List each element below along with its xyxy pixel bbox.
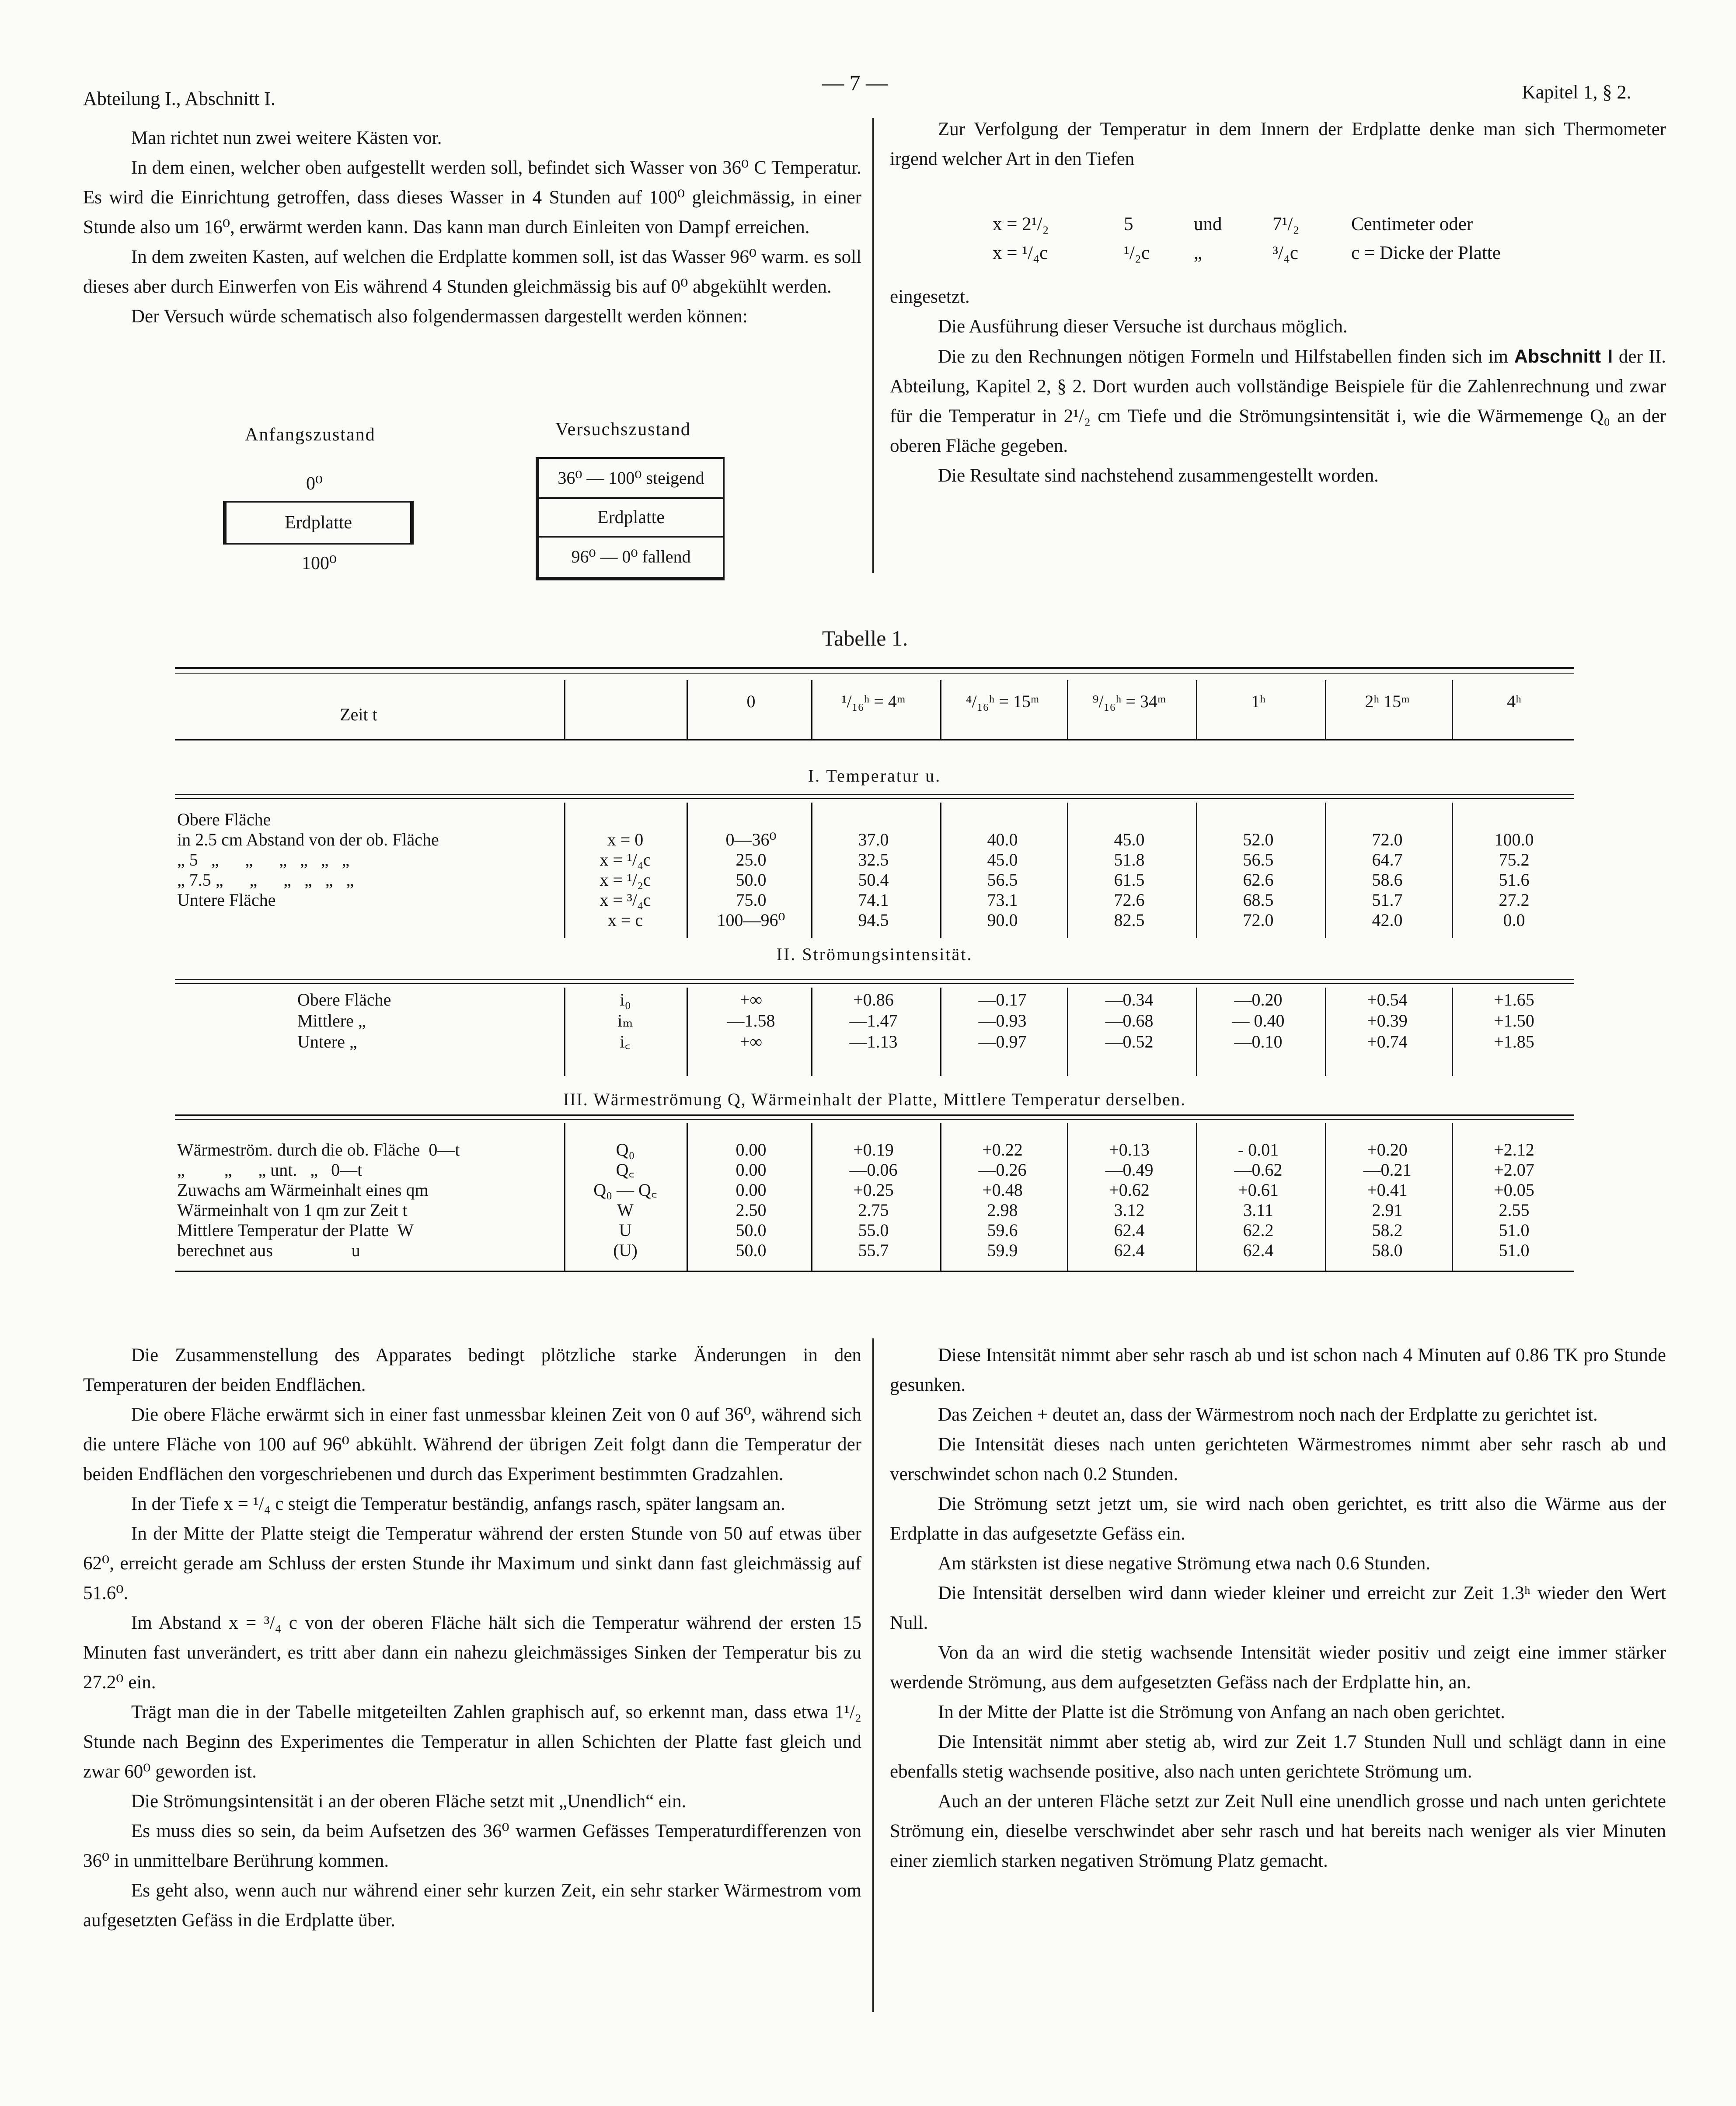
table-cell: 82.5	[1114, 910, 1145, 930]
table-column-separator	[811, 680, 812, 739]
section3-row-label: Wärmeström. durch die ob. Fläche 0—t	[177, 1140, 460, 1160]
table-head-col: ¹/₁₆ʰ = 4ᵐ	[841, 692, 906, 711]
table-cell: 72.0	[1372, 830, 1403, 849]
diagram-left-box	[223, 501, 414, 545]
paragraph: Auch an der unteren Fläche setzt zur Zeit Null eine unendlich grosse und nach unten gerichtete Strömung ein, dieselbe verschwindet aber sehr rasch und hat bereits nach weniger als vier Minuten einer ziemlich starken negativen Strömung Platz gemacht.	[890, 1791, 1666, 1871]
diagram-left-top: 0⁰	[306, 474, 323, 494]
table-column-separator	[687, 803, 688, 938]
text-run: der II. Abteilung, Kapitel 2, § 2. Dort wurden auch vollständige Beispiele für die Zahlenrechnung und zwar für die Temperatur in 2¹/₂ cm Tiefe und die Strömungsintensität i, wie die Wärmemenge Q₀ an der oberen Fläche gegeben.	[890, 346, 1666, 456]
table-column-separator	[564, 1123, 565, 1271]
section3-row-label: Wärmeinhalt von 1 qm zur Zeit t	[177, 1200, 408, 1220]
table-cell: 32.5	[858, 850, 889, 870]
section3-symbol: W	[617, 1200, 634, 1220]
section3-row-label: „ „ „ unt. „ 0—t	[177, 1160, 363, 1180]
column-divider-bottom	[872, 1338, 874, 2012]
section2-row-label: Obere Fläche	[297, 990, 391, 1009]
table-caption: Tabelle 1.	[822, 626, 908, 650]
section3-symbol: U	[619, 1220, 632, 1240]
table-cell: 0.00	[736, 1160, 767, 1180]
diagram-right-box	[536, 457, 725, 580]
table-cell: 0.00	[736, 1180, 767, 1200]
section3-row-label: Zuwachs am Wärmeinhalt eines qm	[177, 1180, 429, 1200]
section1-rule	[175, 794, 1574, 795]
table-cell: 55.7	[858, 1240, 889, 1260]
paragraph: Die Intensität dieses nach unten gerichteten Wärmestromes nimmt aber sehr rasch ab und verschwindet schon nach 0.2 Stunden.	[890, 1434, 1666, 1484]
table-cell: 25.0	[736, 850, 767, 870]
table-cell: 3.11	[1243, 1200, 1273, 1220]
diagram-left-title: Anfangszustand	[245, 425, 376, 445]
table-bottom-rule	[175, 1271, 1574, 1272]
diagram-right-bottom: 96⁰ — 0⁰ fallend	[571, 547, 691, 566]
formula-cell: ³/₄c	[1272, 243, 1298, 263]
text-run: Die zu den Rechnungen nötigen Formeln und Hilfstabellen finden sich im	[938, 346, 1508, 367]
table-cell: 2.91	[1372, 1200, 1403, 1220]
table-cell: 50.0	[736, 1240, 767, 1260]
table-cell: +0.25	[853, 1180, 894, 1200]
paragraph: Trägt man die in der Tabelle mitgeteilten Zahlen graphisch auf, so erkennt man, dass etwa 1¹/₂ Stunde nach Beginn des Experimentes die Temperatur in allen Schichten der Platte fast gleich und zwar 60⁰ geworden ist.	[83, 1702, 861, 1782]
table-cell: +1.85	[1494, 1032, 1534, 1051]
table-cell: +0.05	[1494, 1180, 1534, 1200]
table-cell: 50.4	[858, 870, 889, 890]
diagram-right-title: Versuchszustand	[555, 419, 691, 440]
table-cell: 72.6	[1114, 890, 1145, 910]
paragraph: In der Mitte der Platte steigt die Temperatur während der ersten Stunde von 50 auf etwas über 62⁰, erreicht gerade am Schluss der ersten Stunde ihr Maximum und sinkt dann fast gleichmässig auf 51.6⁰.	[83, 1523, 861, 1603]
table-cell: 62.4	[1114, 1220, 1145, 1240]
paragraph: Es muss dies so sein, da beim Aufsetzen des 36⁰ warmen Gefässes Temperaturdifferenzen von 36⁰ in unmittelbare Berührung kommen.	[83, 1821, 861, 1871]
formula-cell: Centimeter oder	[1351, 214, 1473, 234]
table-cell: 3.12	[1114, 1200, 1145, 1220]
table-cell: 100—96⁰	[717, 910, 785, 930]
table-cell: 56.5	[987, 870, 1018, 890]
table-cell: 59.9	[987, 1240, 1018, 1260]
paragraph: Am stärksten ist diese negative Strömung etwa nach 0.6 Stunden.	[938, 1553, 1431, 1574]
table-column-separator	[687, 1123, 688, 1271]
table-cell: +0.22	[982, 1140, 1023, 1160]
table-cell: 51.0	[1499, 1240, 1530, 1260]
formula-cell: und	[1194, 214, 1222, 234]
paragraph: Die Strömung setzt jetzt um, sie wird nach oben gerichtet, es tritt also die Wärme aus der Erdplatte in das aufgesetzte Gefäss ein.	[890, 1494, 1666, 1544]
section1-row-label: Untere Fläche	[177, 890, 276, 910]
table-head-col: 2ʰ 15ᵐ	[1365, 692, 1410, 711]
table-column-separator	[940, 680, 941, 739]
table-cell: —0.97	[978, 1032, 1027, 1051]
paragraph: In dem einen, welcher oben aufgestellt werden soll, befindet sich Wasser von 36⁰ C Temperatur. Es wird die Einrichtung getroffen, dass dieses Wasser in 4 Stunden auf 100⁰ gleichmässig, in einer Stunde also um 16⁰, erwärmt werden kann. Das kann man durch Einleiten von Dampf erreichen.	[83, 157, 861, 237]
table-cell: 75.0	[736, 890, 767, 910]
table-cell: —0.49	[1105, 1160, 1154, 1180]
diagram-left-bottom: 100⁰	[302, 553, 337, 573]
paragraph: eingesetzt.	[890, 286, 970, 307]
table-cell: 42.0	[1372, 910, 1403, 930]
section1-row-label: „ 5 „ „ „ „ „ „	[177, 850, 350, 870]
formula-cell: 5	[1124, 214, 1133, 234]
section3-rule-2	[175, 1119, 1574, 1120]
column-divider-top	[872, 118, 874, 573]
top-right-column	[890, 115, 1666, 174]
section1-symbol: x = 0	[607, 830, 644, 849]
section1-symbol: x = c	[607, 910, 643, 930]
running-head-left: Abteilung I., Abschnitt I.	[83, 88, 275, 109]
table-cell: 0.00	[736, 1140, 767, 1160]
table-cell: —0.68	[1105, 1011, 1154, 1030]
page-number: — 7 —	[822, 70, 888, 95]
section1-symbol: x = ¹/₂c	[600, 870, 651, 890]
table-cell: 62.6	[1243, 870, 1274, 890]
table-cell: —0.20	[1234, 990, 1283, 1009]
bold-reference: Abschnitt I	[1514, 346, 1613, 367]
table-head-col: 4ʰ	[1507, 692, 1521, 711]
table-cell: 62.2	[1243, 1220, 1274, 1240]
table-cell: 62.4	[1114, 1240, 1145, 1260]
table-cell: 94.5	[858, 910, 889, 930]
table-head-col: ⁴/₁₆ʰ = 15ᵐ	[966, 692, 1039, 711]
section2-rule	[175, 979, 1574, 980]
formula-cell: x = 2¹/₂	[993, 214, 1049, 234]
table-cell: 100.0	[1494, 830, 1534, 849]
table-cell: 50.0	[736, 870, 767, 890]
table-column-separator	[1452, 680, 1453, 739]
table-cell: +0.74	[1367, 1032, 1408, 1051]
table-cell: —0.26	[978, 1160, 1027, 1180]
table-cell: +2.07	[1494, 1160, 1534, 1180]
table-column-separator	[1067, 680, 1068, 739]
table-top-rule-2	[175, 673, 1574, 674]
table-cell: 75.2	[1499, 850, 1530, 870]
table-column-separator	[1196, 680, 1197, 739]
table-cell: +2.12	[1494, 1140, 1534, 1160]
table-head-rule	[175, 739, 1574, 740]
table-cell: - 0.01	[1238, 1140, 1279, 1160]
section1-symbol: x = ³/₄c	[600, 890, 651, 910]
table-cell: 45.0	[987, 850, 1018, 870]
section3-symbol: Q₀	[616, 1140, 635, 1160]
section3-symbol: Q₀ — Q꜀	[593, 1180, 657, 1200]
section1-row-label: „ 7.5 „ „ „ „ „ „	[177, 870, 354, 890]
formula-cell: ¹/₂c	[1124, 243, 1150, 263]
table-cell: —1.13	[849, 1032, 898, 1051]
table-cell: 2.98	[987, 1200, 1018, 1220]
table-cell: —0.21	[1363, 1160, 1412, 1180]
table-cell: +0.20	[1367, 1140, 1408, 1160]
table-cell: +1.65	[1494, 990, 1534, 1009]
table-cell: +1.50	[1494, 1011, 1534, 1030]
section3-rule	[175, 1114, 1574, 1116]
table-cell: 37.0	[858, 830, 889, 849]
table-cell: 27.2	[1499, 890, 1530, 910]
paragraph: In der Tiefe x = ¹/₄ c steigt die Temperatur beständig, anfangs rasch, später langsam an.	[131, 1494, 785, 1514]
table-cell: 59.6	[987, 1220, 1018, 1240]
table-column-separator	[687, 988, 688, 1076]
paragraph: Der Versuch würde schematisch also folgendermassen dargestellt werden können:	[131, 306, 748, 327]
paragraph: Es geht also, wenn auch nur während einer sehr kurzen Zeit, ein sehr starker Wärmestrom vom aufgesetzten Gefäss in die Erdplatte über.	[83, 1880, 861, 1931]
table-column-separator	[687, 680, 688, 739]
paragraph: Das Zeichen + deutet an, dass der Wärmestrom noch nach der Erdplatte zu gerichtet ist.	[938, 1404, 1598, 1425]
section1-rule-2	[175, 798, 1574, 799]
paragraph: Zur Verfolgung der Temperatur in dem Innern der Erdplatte denke man sich Thermometer irgend welcher Art in den Tiefen	[890, 119, 1666, 169]
paragraph	[890, 342, 1666, 461]
table-cell: 72.0	[1243, 910, 1274, 930]
table-cell: 68.5	[1243, 890, 1274, 910]
table-head-col: 1ʰ	[1251, 692, 1265, 711]
formula-block	[993, 210, 1501, 268]
paragraph: Die Zusammenstellung des Apparates bedingt plötzliche starke Änderungen in den Temperaturen der beiden Endflächen.	[83, 1345, 861, 1395]
section2-rule-2	[175, 983, 1574, 984]
table-cell: 62.4	[1243, 1240, 1274, 1260]
diagram-right-top: 36⁰ — 100⁰ steigend	[539, 459, 723, 499]
paragraph: Die Ausführung dieser Versuche ist durchaus möglich.	[938, 316, 1348, 337]
table-column-separator	[1325, 680, 1326, 739]
table-cell: +0.86	[853, 990, 894, 1009]
table-top-rule	[175, 667, 1574, 669]
paragraph: Im Abstand x = ³/₄ c von der oberen Fläche hält sich die Temperatur während der ersten 15 Minuten fast unverändert, es tritt aber dann ein nahezu gleichmässiges Sinken der Temperatur bis zu 27.2⁰ ein.	[83, 1613, 861, 1693]
table-cell: 58.6	[1372, 870, 1403, 890]
diagram-left-box-label: Erdplatte	[285, 513, 352, 533]
section2-row-label: Mittlere „	[297, 1011, 366, 1030]
table-cell: 55.0	[858, 1220, 889, 1240]
table-cell: 2.50	[736, 1200, 767, 1220]
section1-row-label: Obere Fläche	[177, 810, 271, 829]
formula-row	[993, 239, 1501, 268]
table-cell: —0.34	[1105, 990, 1154, 1009]
paragraph: Die Intensität derselben wird dann wieder kleiner und erreicht zur Zeit 1.3ʰ wieder den Wert Null.	[890, 1583, 1666, 1633]
formula-row	[993, 210, 1501, 239]
table-cell: +∞	[739, 1032, 763, 1051]
section2-row-label: Untere „	[297, 1032, 357, 1051]
section1-title: I. Temperatur u.	[808, 766, 941, 786]
section2-symbol: i꜀	[620, 1032, 631, 1051]
paragraph: Die Strömungsintensität i an der oberen Fläche setzt mit „Unendlich“ ein.	[131, 1791, 687, 1812]
table-cell: +0.48	[982, 1180, 1023, 1200]
table-cell: +0.19	[853, 1140, 894, 1160]
section3-title: III. Wärmeströmung Q, Wärmeinhalt der Platte, Mittlere Temperatur derselben.	[563, 1090, 1186, 1109]
table-cell: —0.17	[978, 990, 1027, 1009]
table-cell: +0.62	[1109, 1180, 1150, 1200]
table-cell: —0.10	[1234, 1032, 1283, 1051]
table-cell: 58.2	[1372, 1220, 1403, 1240]
table-cell: +0.41	[1367, 1180, 1408, 1200]
table-cell: 58.0	[1372, 1240, 1403, 1260]
table-cell: —1.58	[727, 1011, 775, 1030]
table-cell: —0.06	[849, 1160, 898, 1180]
table-cell: 51.8	[1114, 850, 1145, 870]
table-column-separator	[564, 803, 565, 938]
table-cell: 2.55	[1499, 1200, 1530, 1220]
table-cell: 52.0	[1243, 830, 1274, 849]
section2-title: II. Strömungsintensität.	[776, 944, 973, 964]
top-right-column-rest	[890, 282, 1666, 491]
table-cell: 0.0	[1503, 910, 1525, 930]
table-cell: +0.39	[1367, 1011, 1408, 1030]
formula-cell: „	[1194, 243, 1203, 263]
section3-row-label: Mittlere Temperatur der Platte W	[177, 1220, 414, 1240]
formula-cell: x = ¹/₄c	[993, 243, 1048, 263]
table-cell: +∞	[739, 990, 763, 1009]
paragraph: In dem zweiten Kasten, auf welchen die Erdplatte kommen soll, ist das Wasser 96⁰ warm. es soll dieses aber durch Einwerfen von Eis während 4 Stunden gleichmässig bis auf 0⁰ abgekühlt werden.	[83, 247, 861, 297]
table-cell: 73.1	[987, 890, 1018, 910]
section1-row-label: in 2.5 cm Abstand von der ob. Fläche	[177, 830, 439, 849]
table-cell: — 0.40	[1232, 1011, 1285, 1030]
section2-symbol: i₀	[620, 990, 631, 1009]
table-cell: 51.0	[1499, 1220, 1530, 1240]
table-cell: +0.61	[1238, 1180, 1279, 1200]
table-head-label: Zeit t	[340, 705, 377, 724]
paragraph: Die obere Fläche erwärmt sich in einer fast unmessbar kleinen Zeit von 0 auf 36⁰, während sich die untere Fläche von 100 auf 96⁰ abkühlt. Während der übrigen Zeit folgt dann die Temperatur der beiden Endflächen den vorgeschriebenen und durch das Experiment bestimmten Gradzahlen.	[83, 1404, 861, 1484]
table-head-col: ⁹/₁₆ʰ = 34ᵐ	[1092, 692, 1166, 711]
table-cell: 50.0	[736, 1220, 767, 1240]
table-column-separator	[564, 680, 565, 739]
table-cell: —0.62	[1234, 1160, 1283, 1180]
table-cell: +0.13	[1109, 1140, 1150, 1160]
table-cell: 2.75	[858, 1200, 889, 1220]
table-cell: 56.5	[1243, 850, 1274, 870]
table-cell: 45.0	[1114, 830, 1145, 849]
section2-symbol: iₘ	[617, 1011, 633, 1030]
paragraph: Die Resultate sind nachstehend zusammengestellt worden.	[938, 465, 1379, 486]
formula-cell: 7¹/₂	[1272, 214, 1300, 234]
table-cell: —0.93	[978, 1011, 1027, 1030]
formula-cell: c = Dicke der Platte	[1351, 243, 1501, 263]
table-cell: 74.1	[858, 890, 889, 910]
table-cell: 0—36⁰	[725, 830, 777, 849]
diagram-right-mid: Erdplatte	[539, 499, 723, 538]
table-cell: 64.7	[1372, 850, 1403, 870]
table-cell: 51.7	[1372, 890, 1403, 910]
running-head-right: Kapitel 1, § 2.	[1522, 81, 1631, 103]
paragraph: Diese Intensität nimmt aber sehr rasch ab und ist schon nach 4 Minuten auf 0.86 TK pro Stunde gesunken.	[890, 1345, 1666, 1395]
table-cell: 51.6	[1499, 870, 1530, 890]
table-cell: —0.52	[1105, 1032, 1154, 1051]
table-cell: 61.5	[1114, 870, 1145, 890]
paragraph: In der Mitte der Platte ist die Strömung von Anfang an nach oben gerichtet.	[938, 1702, 1505, 1722]
section3-row-label: berechnet aus u	[177, 1240, 360, 1260]
top-left-column	[83, 123, 861, 332]
table-head-col: 0	[746, 692, 756, 711]
paragraph: Von da an wird die stetig wachsende Intensität wieder positiv und zeigt eine immer stärker werdende Strömung, aus dem aufgesetzten Gefäss nach der Erdplatte hin, an.	[890, 1642, 1666, 1693]
paragraph: Die Intensität nimmt aber stetig ab, wird zur Zeit 1.7 Stunden Null und schlägt dann in eine ebenfalls stetig wachsende positive, also nach unten gerichtete Strömung um.	[890, 1732, 1666, 1782]
bottom-right-column	[890, 1341, 1666, 1876]
section1-symbol: x = ¹/₄c	[600, 850, 651, 870]
table-cell: 40.0	[987, 830, 1018, 849]
table-cell: —1.47	[849, 1011, 898, 1030]
paragraph: Man richtet nun zwei weitere Kästen vor.	[131, 128, 442, 148]
section3-symbol: (U)	[613, 1240, 638, 1260]
section3-symbol: Q꜀	[616, 1160, 635, 1180]
bottom-left-column	[83, 1341, 861, 1935]
table-cell: 90.0	[987, 910, 1018, 930]
table-cell: +0.54	[1367, 990, 1408, 1009]
